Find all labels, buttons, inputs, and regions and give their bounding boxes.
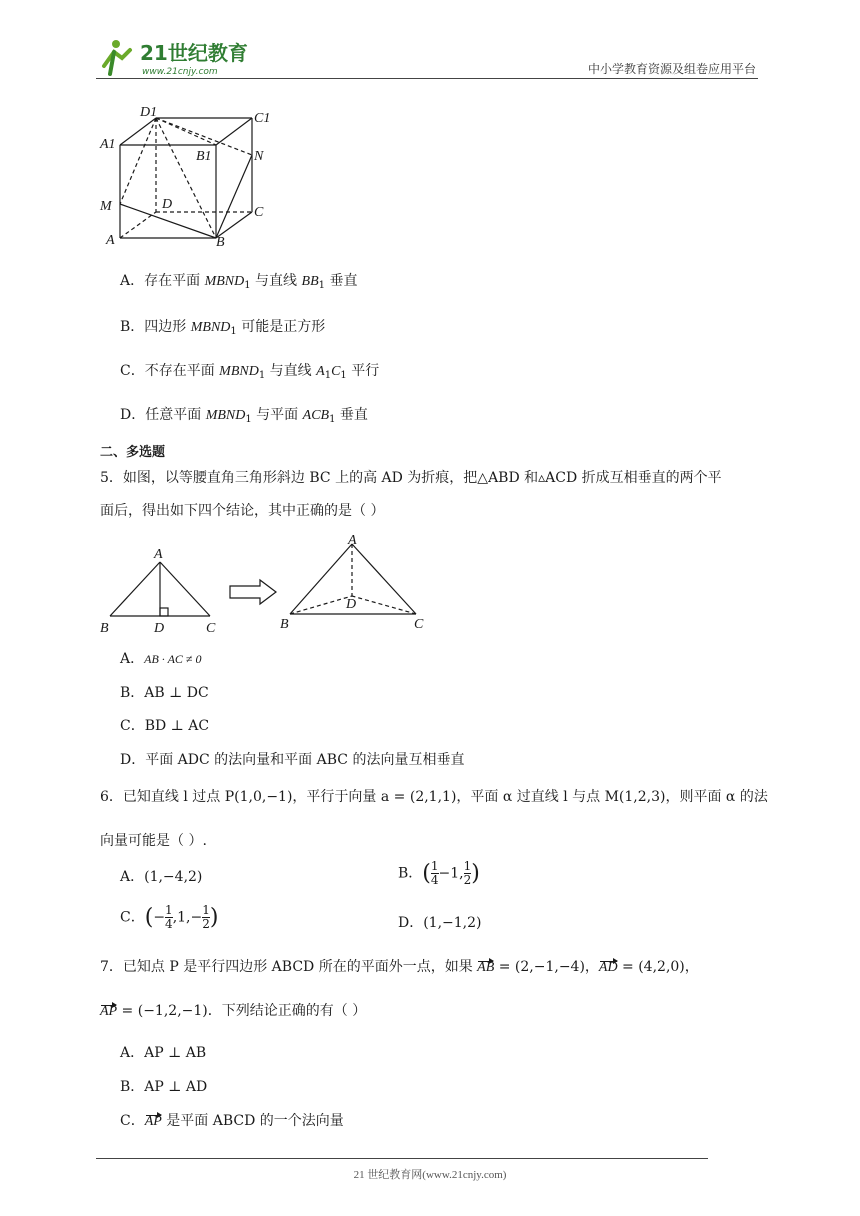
cube-figure <box>96 100 276 250</box>
platform-name: 中小学教育资源及组卷应用平台 <box>587 62 756 76</box>
header-divider <box>96 78 758 79</box>
q4-option-a[interactable]: A．存在平面 $MBND_1$ 与直线 $BB_1$ 垂直 <box>120 273 358 291</box>
label-C1: C1 <box>254 111 271 126</box>
q6-option-b[interactable]: B．( $\frac{1}{4}$ −1, $\frac{1}{2}$ ) <box>398 859 480 887</box>
fig-left-label-D: D <box>154 621 165 636</box>
q5-option-a[interactable]: A．AB · AC ≠ 0 <box>120 651 202 667</box>
q5-option-c[interactable]: C．BD ⊥ AC <box>120 718 210 734</box>
fig-left-label-C: C <box>206 621 216 636</box>
q6-stem-line1: 6．已知直线 l 过点 P(1,0,−1)，平行于向量 a = (2,1,1)，平面 α 过直线 l 与点 M(1,2,3)，则平面 α 的法 <box>100 789 768 805</box>
fig-right-label-B: B <box>280 617 289 632</box>
q6-option-c[interactable]: C．(− $\frac{1}{4}$ ,1,− $\frac{1}{2}$ ) <box>120 903 219 931</box>
label-A: A <box>106 233 115 248</box>
q5-figure <box>96 534 446 638</box>
label-N: N <box>254 149 264 164</box>
label-M: M <box>100 199 112 214</box>
q6-stem-line2: 向量可能是（ ）. <box>100 833 207 849</box>
fig-right-label-A: A <box>348 534 357 548</box>
label-B: B <box>216 235 225 250</box>
q4-option-c[interactable]: C．不存在平面 $MBND_1$ 与直线 $A_1C_1$ 平行 <box>120 363 380 381</box>
label-A1: A1 <box>100 137 116 152</box>
label-D1: D1 <box>140 105 158 120</box>
fig-right-label-C: C <box>414 617 424 632</box>
label-B1: B1 <box>196 149 212 164</box>
footer-text[interactable]: 21 世纪教育网(www.21cnjy.com) <box>353 1169 507 1181</box>
q5-option-b[interactable]: B．AB ⊥ DC <box>120 685 209 701</box>
q7-stem-line1: 7．已知点 P 是平行四边形 ABCD 所在的平面外一点，如果 AB = (2,−1,−4)，AD = (4,2,0)， <box>100 959 699 975</box>
q4-option-d[interactable]: D．任意平面 $MBND_1$ 与平面 $ACB_1$ 垂直 <box>120 407 368 425</box>
logo-text: 21世纪教育 <box>140 41 248 65</box>
fig-right-label-D: D <box>346 597 357 612</box>
label-C: C <box>254 205 264 220</box>
runner-icon <box>104 40 130 74</box>
q5-stem-line2: 面后，得出如下四个结论，其中正确的是（ ） <box>100 503 385 519</box>
q7-stem-line2: AP = (−1,2,−1)．下列结论正确的有（ ） <box>100 1003 367 1019</box>
label-D: D <box>162 197 173 212</box>
q7-option-a[interactable]: A．AP ⊥ AB <box>120 1045 207 1061</box>
section-title: 二、多选题 <box>100 445 166 460</box>
footer-divider <box>96 1158 708 1159</box>
fig-left-label-B: B <box>100 621 109 636</box>
fig-left-label-A: A <box>154 547 163 562</box>
logo-url: www.21cnjy.com <box>142 67 218 77</box>
q5-option-d[interactable]: D．平面 ADC 的法向量和平面 ABC 的法向量互相垂直 <box>120 752 465 768</box>
q7-option-c[interactable]: C．AP 是平面 ABCD 的一个法向量 <box>120 1113 344 1129</box>
q6-option-d[interactable]: D．(1,−1,2) <box>398 915 482 931</box>
q4-option-b[interactable]: B．四边形 $MBND_1$ 可能是正方形 <box>120 319 326 337</box>
q7-option-b[interactable]: B．AP ⊥ AD <box>120 1079 208 1095</box>
q6-option-a[interactable]: A．(1,−4,2) <box>120 869 203 885</box>
site-logo <box>96 36 266 80</box>
q5-stem-line1: 5．如图，以等腰直角三角形斜边 BC 上的高 AD 为折痕，把△ABD 和▵ACD 折成互相垂直的两个平 <box>100 470 722 486</box>
